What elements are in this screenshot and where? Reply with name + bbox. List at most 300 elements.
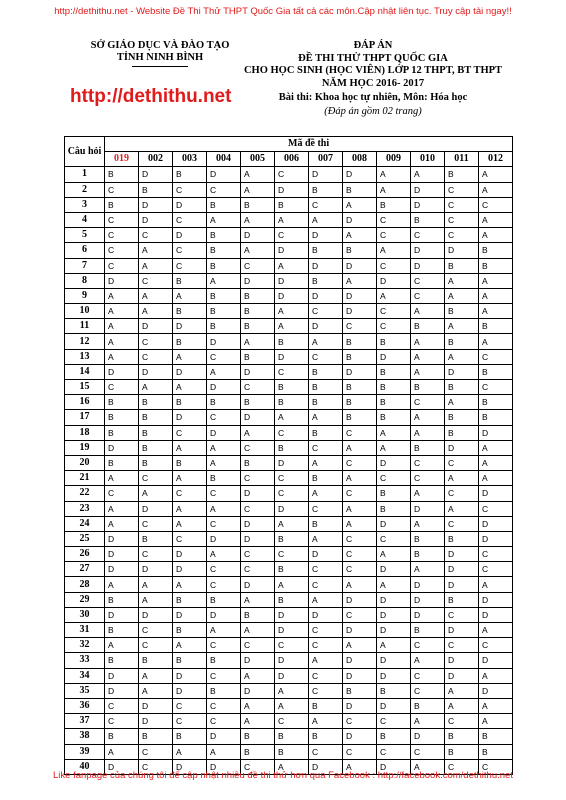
- answer-cell: C: [411, 395, 445, 410]
- answer-cell: D: [377, 455, 411, 470]
- answer-cell: C: [139, 547, 173, 562]
- answer-cell: D: [411, 258, 445, 273]
- answer-cell: B: [207, 592, 241, 607]
- answer-cell: D: [105, 440, 139, 455]
- answer-cell: B: [479, 729, 513, 744]
- table-row: [65, 471, 513, 486]
- answer-cell: B: [343, 683, 377, 698]
- answer-cell: B: [105, 425, 139, 440]
- answer-cell: A: [241, 623, 275, 638]
- exam-subject: Bài thi: Khoa học tự nhiên, Môn: Hóa học: [278, 92, 468, 103]
- question-number: 10: [65, 304, 105, 319]
- answer-cell: D: [309, 167, 343, 182]
- answer-cell: D: [411, 577, 445, 592]
- exam-code-header: 011: [445, 152, 479, 167]
- answer-cell: A: [105, 471, 139, 486]
- question-number: 27: [65, 562, 105, 577]
- answer-cell: B: [377, 410, 411, 425]
- answer-cell: A: [479, 668, 513, 683]
- answer-cell: A: [241, 668, 275, 683]
- footer-fanpage[interactable]: Like fanpage của chúng tôi để cập nhật nhiều đề thi thử hơn qua Facebook : http://facebook.com/dethithu.net: [53, 770, 513, 781]
- answer-cell: C: [139, 759, 173, 774]
- answer-cell: D: [207, 729, 241, 744]
- answer-cell: A: [105, 319, 139, 334]
- answer-cell: A: [377, 440, 411, 455]
- answer-cell: B: [139, 410, 173, 425]
- exam-code-header: 019: [105, 152, 139, 167]
- answer-cell: C: [207, 349, 241, 364]
- question-number: 17: [65, 410, 105, 425]
- answer-cell: D: [275, 607, 309, 622]
- answer-cell: A: [105, 516, 139, 531]
- answer-cell: D: [105, 364, 139, 379]
- answer-cell: D: [411, 501, 445, 516]
- answer-cell: A: [139, 380, 173, 395]
- answer-cell: C: [173, 243, 207, 258]
- answer-cell: D: [275, 668, 309, 683]
- answer-cell: B: [445, 167, 479, 182]
- question-number: 25: [65, 531, 105, 546]
- question-number: 30: [65, 607, 105, 622]
- answer-cell: D: [411, 592, 445, 607]
- answer-cell: A: [275, 759, 309, 774]
- table-row: [65, 668, 513, 683]
- answer-cell: A: [309, 334, 343, 349]
- answer-cell: A: [207, 455, 241, 470]
- answer-cell: D: [445, 653, 479, 668]
- answer-cell: B: [139, 455, 173, 470]
- exam-title: ĐỀ THI THỬ THPT QUỐC GIA: [298, 52, 448, 64]
- issuer-department: SỞ GIÁO DỤC VÀ ĐÀO TẠO: [90, 40, 230, 51]
- answer-cell: D: [377, 562, 411, 577]
- answer-cell: B: [309, 364, 343, 379]
- table-row: [65, 197, 513, 212]
- answer-cell: A: [479, 273, 513, 288]
- answer-cell: C: [445, 212, 479, 227]
- answer-cell: A: [207, 273, 241, 288]
- answer-cell: D: [343, 623, 377, 638]
- answer-cell: A: [309, 531, 343, 546]
- answer-cell: B: [411, 440, 445, 455]
- answer-cell: D: [377, 653, 411, 668]
- answer-cell: D: [479, 486, 513, 501]
- question-number: 13: [65, 349, 105, 364]
- answer-cell: C: [105, 243, 139, 258]
- answer-cell: A: [275, 516, 309, 531]
- table-row: [65, 531, 513, 546]
- exam-code-header: 004: [207, 152, 241, 167]
- answer-cell: B: [445, 425, 479, 440]
- answer-cell: C: [445, 182, 479, 197]
- answer-cell: D: [411, 243, 445, 258]
- answer-cell: B: [173, 304, 207, 319]
- answer-cell: D: [411, 607, 445, 622]
- table-row: [65, 547, 513, 562]
- answer-cell: D: [139, 562, 173, 577]
- answer-cell: A: [377, 243, 411, 258]
- answer-cell: A: [207, 744, 241, 759]
- answer-cell: C: [105, 486, 139, 501]
- answer-cell: C: [445, 714, 479, 729]
- answer-cell: D: [173, 197, 207, 212]
- table-row: [65, 167, 513, 182]
- answer-cell: D: [343, 592, 377, 607]
- answer-cell: B: [105, 410, 139, 425]
- answer-cell: A: [411, 364, 445, 379]
- answer-cell: B: [343, 334, 377, 349]
- answer-cell: A: [241, 182, 275, 197]
- answer-cell: C: [479, 547, 513, 562]
- answer-cell: B: [241, 455, 275, 470]
- answer-cell: C: [173, 714, 207, 729]
- answer-cell: C: [377, 471, 411, 486]
- question-number: 33: [65, 653, 105, 668]
- answer-cell: D: [275, 623, 309, 638]
- table-row: [65, 714, 513, 729]
- question-number: 29: [65, 592, 105, 607]
- answer-cell: C: [139, 744, 173, 759]
- answer-cell: A: [445, 501, 479, 516]
- table-row: [65, 364, 513, 379]
- answer-cell: B: [275, 395, 309, 410]
- answer-cell: B: [445, 729, 479, 744]
- answer-cell: C: [309, 668, 343, 683]
- answer-cell: A: [411, 516, 445, 531]
- answer-cell: C: [479, 638, 513, 653]
- answer-cell: B: [139, 729, 173, 744]
- answer-cell: C: [411, 744, 445, 759]
- answer-cell: B: [207, 653, 241, 668]
- answer-cell: D: [173, 562, 207, 577]
- exam-code-row: [65, 152, 513, 167]
- answer-cell: B: [377, 683, 411, 698]
- table-row: [65, 623, 513, 638]
- answer-cell: A: [411, 349, 445, 364]
- question-number: 36: [65, 698, 105, 713]
- answer-cell: A: [309, 486, 343, 501]
- answer-cell: B: [445, 531, 479, 546]
- answer-cell: D: [343, 212, 377, 227]
- answer-cell: A: [309, 714, 343, 729]
- answer-cell: A: [411, 410, 445, 425]
- answer-cell: C: [411, 668, 445, 683]
- answer-cell: C: [207, 410, 241, 425]
- answer-cell: A: [173, 744, 207, 759]
- answer-cell: A: [309, 212, 343, 227]
- answer-cell: C: [377, 258, 411, 273]
- answer-cell: C: [377, 714, 411, 729]
- answer-cell: D: [207, 167, 241, 182]
- answer-cell: B: [173, 167, 207, 182]
- answer-cell: A: [105, 744, 139, 759]
- table-row: [65, 638, 513, 653]
- question-number: 35: [65, 683, 105, 698]
- answer-cell: C: [207, 714, 241, 729]
- answer-cell: A: [309, 455, 343, 470]
- answer-cell: B: [241, 349, 275, 364]
- question-number: 7: [65, 258, 105, 273]
- answer-cell: C: [241, 258, 275, 273]
- top-banner[interactable]: http://dethithu.net - Website Đề Thi Thử THPT Quốc Gia tất cả các môn.Cập nhật liên tục. Truy cập tải ngay!!: [54, 6, 512, 17]
- answer-cell: B: [445, 258, 479, 273]
- answer-cell: B: [207, 683, 241, 698]
- answer-cell: D: [241, 683, 275, 698]
- answer-cell: A: [377, 425, 411, 440]
- answer-cell: A: [343, 577, 377, 592]
- answer-cell: B: [411, 212, 445, 227]
- answer-cell: C: [309, 638, 343, 653]
- answer-cell: C: [241, 440, 275, 455]
- answer-cell: B: [275, 380, 309, 395]
- answer-cell: B: [207, 304, 241, 319]
- answer-cell: D: [445, 440, 479, 455]
- answer-cell: B: [377, 380, 411, 395]
- answer-cell: A: [207, 501, 241, 516]
- table-row: [65, 455, 513, 470]
- answer-cell: B: [309, 395, 343, 410]
- answer-cell: A: [105, 501, 139, 516]
- answer-cell: A: [479, 577, 513, 592]
- answer-cell: C: [275, 228, 309, 243]
- answer-cell: C: [139, 228, 173, 243]
- answer-cell: B: [445, 334, 479, 349]
- answer-cell: D: [105, 547, 139, 562]
- answer-cell: C: [377, 228, 411, 243]
- answer-cell: D: [105, 683, 139, 698]
- answer-cell: C: [207, 562, 241, 577]
- answer-cell: D: [343, 653, 377, 668]
- answer-cell: C: [309, 197, 343, 212]
- answer-cell: D: [377, 668, 411, 683]
- answer-cell: A: [105, 349, 139, 364]
- answer-cell: B: [479, 258, 513, 273]
- answer-cell: A: [479, 455, 513, 470]
- answer-cell: C: [275, 425, 309, 440]
- answer-cell: D: [377, 273, 411, 288]
- answer-cell: A: [479, 167, 513, 182]
- answer-cell: C: [207, 577, 241, 592]
- question-number: 15: [65, 380, 105, 395]
- answer-cell: D: [445, 668, 479, 683]
- exam-code-header: 005: [241, 152, 275, 167]
- answer-cell: B: [173, 653, 207, 668]
- exam-code-header: 009: [377, 152, 411, 167]
- answer-cell: C: [275, 486, 309, 501]
- answer-cell: A: [275, 319, 309, 334]
- answer-cell: B: [173, 729, 207, 744]
- answer-cell: A: [173, 501, 207, 516]
- answer-cell: B: [241, 395, 275, 410]
- answer-cell: D: [105, 668, 139, 683]
- answer-cell: C: [275, 364, 309, 379]
- answer-cell: A: [139, 258, 173, 273]
- answer-cell: B: [105, 455, 139, 470]
- answer-cell: D: [241, 577, 275, 592]
- answer-cell: C: [275, 547, 309, 562]
- issuer-header: [80, 40, 240, 67]
- answer-cell: A: [241, 714, 275, 729]
- table-row: [65, 243, 513, 258]
- answer-cell: C: [479, 349, 513, 364]
- answer-cell: D: [105, 562, 139, 577]
- answer-cell: A: [173, 577, 207, 592]
- answer-cell: B: [139, 182, 173, 197]
- answer-cell: C: [241, 759, 275, 774]
- answer-cell: D: [343, 364, 377, 379]
- answer-cell: A: [207, 623, 241, 638]
- answer-cell: B: [377, 197, 411, 212]
- answer-cell: B: [207, 197, 241, 212]
- table-row: [65, 273, 513, 288]
- question-number: 6: [65, 243, 105, 258]
- answer-cell: A: [377, 288, 411, 303]
- answer-cell: A: [343, 638, 377, 653]
- answer-cell: A: [479, 212, 513, 227]
- answer-cell: C: [309, 501, 343, 516]
- answer-cell: C: [241, 380, 275, 395]
- answer-cell: B: [411, 698, 445, 713]
- answer-cell: A: [241, 592, 275, 607]
- answer-cell: C: [309, 440, 343, 455]
- answer-cell: B: [241, 744, 275, 759]
- answer-cell: D: [139, 197, 173, 212]
- answer-cell: A: [479, 623, 513, 638]
- answer-cell: D: [377, 759, 411, 774]
- answer-cell: A: [343, 759, 377, 774]
- answer-cell: C: [343, 744, 377, 759]
- answer-cell: B: [275, 562, 309, 577]
- answer-cell: D: [173, 228, 207, 243]
- question-number: 26: [65, 547, 105, 562]
- answer-cell: D: [275, 349, 309, 364]
- answer-cell: D: [173, 607, 207, 622]
- question-number: 1: [65, 167, 105, 182]
- question-number: 23: [65, 501, 105, 516]
- answer-cell: A: [479, 288, 513, 303]
- answer-cell: D: [173, 668, 207, 683]
- answer-cell: D: [139, 319, 173, 334]
- site-link[interactable]: http://dethithu.net: [70, 86, 232, 107]
- answer-cell: D: [173, 319, 207, 334]
- answer-cell: A: [411, 425, 445, 440]
- answer-cell: D: [241, 486, 275, 501]
- answer-cell: A: [173, 471, 207, 486]
- table-row: [65, 304, 513, 319]
- answer-cell: D: [309, 319, 343, 334]
- answer-cell: C: [479, 380, 513, 395]
- answer-cell: A: [173, 380, 207, 395]
- question-number: 4: [65, 212, 105, 227]
- answer-cell: D: [377, 623, 411, 638]
- answer-cell: C: [139, 623, 173, 638]
- question-number: 18: [65, 425, 105, 440]
- answer-cell: D: [343, 167, 377, 182]
- answer-cell: B: [105, 653, 139, 668]
- answer-cell: B: [173, 455, 207, 470]
- question-number: 34: [65, 668, 105, 683]
- answer-cell: C: [343, 547, 377, 562]
- answer-cell: D: [445, 547, 479, 562]
- table-row: [65, 729, 513, 744]
- answer-cell: A: [445, 288, 479, 303]
- answer-cell: C: [275, 471, 309, 486]
- answer-cell: B: [105, 197, 139, 212]
- answer-cell: A: [139, 668, 173, 683]
- answer-cell: D: [241, 273, 275, 288]
- answer-cell: D: [105, 759, 139, 774]
- question-number: 40: [65, 759, 105, 774]
- answer-cell: D: [377, 698, 411, 713]
- answer-cell: A: [479, 182, 513, 197]
- answer-cell: D: [309, 288, 343, 303]
- issuer-underline: [132, 66, 188, 67]
- answer-cell: B: [377, 486, 411, 501]
- answer-cell: B: [173, 334, 207, 349]
- answer-cell: A: [241, 334, 275, 349]
- answer-cell: C: [445, 759, 479, 774]
- answer-cell: D: [445, 623, 479, 638]
- answer-cell: C: [411, 288, 445, 303]
- answer-cell: D: [241, 364, 275, 379]
- table-row: [65, 288, 513, 303]
- question-number: 31: [65, 623, 105, 638]
- answer-cell: A: [207, 547, 241, 562]
- answer-cell: D: [445, 364, 479, 379]
- answer-cell: A: [343, 471, 377, 486]
- answer-cell: A: [275, 577, 309, 592]
- answer-cell: A: [309, 653, 343, 668]
- answer-cell: D: [411, 197, 445, 212]
- answer-cell: B: [173, 273, 207, 288]
- answer-cell: B: [207, 228, 241, 243]
- table-row: [65, 258, 513, 273]
- answer-cell: C: [241, 501, 275, 516]
- exam-audience: CHO HỌC SINH (HỌC VIÊN) LỚP 12 THPT, BT THPT: [243, 65, 503, 76]
- answer-cell: D: [275, 182, 309, 197]
- table-row: [65, 380, 513, 395]
- answer-cell: C: [139, 349, 173, 364]
- answer-cell: A: [173, 516, 207, 531]
- answer-cell: B: [343, 182, 377, 197]
- issuer-province: TỈNH NINH BÌNH: [116, 52, 204, 63]
- answer-cell: C: [309, 562, 343, 577]
- answer-cell: A: [309, 592, 343, 607]
- answer-cell: A: [241, 243, 275, 258]
- answer-cell: A: [411, 653, 445, 668]
- answer-cell: C: [309, 623, 343, 638]
- answer-cell: B: [445, 380, 479, 395]
- question-number: 5: [65, 228, 105, 243]
- answer-cell: B: [173, 395, 207, 410]
- answer-cell: D: [479, 425, 513, 440]
- answer-cell: D: [139, 212, 173, 227]
- answer-cell: A: [411, 334, 445, 349]
- answer-cell: B: [207, 288, 241, 303]
- answer-cell: A: [479, 228, 513, 243]
- answer-cell: B: [275, 592, 309, 607]
- answer-cell: C: [445, 197, 479, 212]
- table-row: [65, 562, 513, 577]
- answer-cell: D: [377, 349, 411, 364]
- answer-cell: A: [139, 304, 173, 319]
- answer-cell: D: [139, 714, 173, 729]
- table-row: [65, 228, 513, 243]
- answer-cell: A: [343, 228, 377, 243]
- exam-code-header: 006: [275, 152, 309, 167]
- answer-cell: D: [241, 653, 275, 668]
- answer-table-body: [65, 137, 513, 775]
- answer-cell: D: [343, 668, 377, 683]
